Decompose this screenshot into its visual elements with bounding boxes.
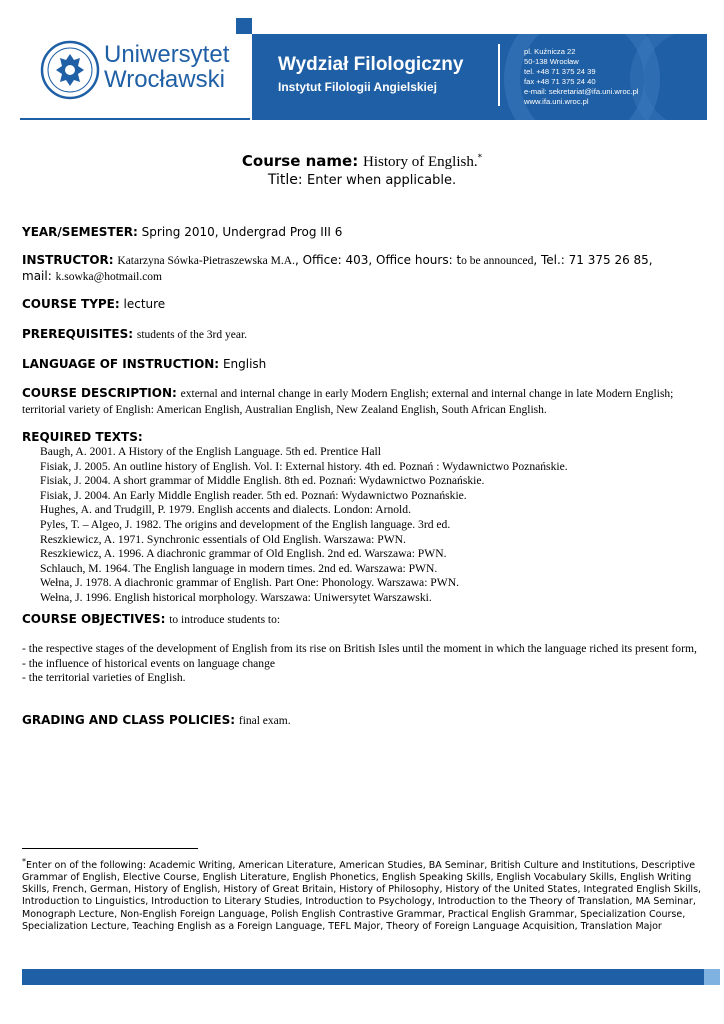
university-name-line1: Uniwersytet [104,41,230,68]
header-accent-square [236,18,252,34]
course-objectives [22,612,707,628]
objective-item: - the influence of historical events on language change [22,656,276,670]
reference-item: Reszkiewicz, A. 1996. A diachronic grammar of Old English. 2nd ed. Warszawa: PWN. [40,547,447,561]
reference-item: Wełna, J. 1996. English historical morphology. Warszawa: Uniwersytet Warszawski. [40,590,432,604]
course-type [22,297,707,312]
year-semester [22,225,707,240]
contact-website[interactable]: www.ifa.uni.wroc.pl [524,97,589,106]
objective-item: - the respective stages of the development of English from its rise on British Isles until the moment in which the language riched its present form, [22,642,697,655]
reference-item: Schlauch, M. 1964. The English language in modern times. 2nd ed. Warszawa: PWN. [40,561,438,575]
contact-city: 50-138 Wrocław [524,57,579,66]
instructor-label: INSTRUCTOR: [22,253,114,267]
contact-tel: tel. +48 71 375 24 39 [524,67,596,76]
reference-item: Fisiak, J. 2004. An Early Middle English reader. 5th ed. Poznań: Wydawnictwo Poznańskie. [40,488,467,502]
instructor-office: , Office: 403, Office hours: t [294,253,462,267]
footnote [22,856,702,933]
header-divider [20,118,250,120]
required-texts-label: REQUIRED TEXTS: [22,430,143,444]
prerequisites [22,327,707,343]
grading-policies [22,713,707,729]
faculty-banner [252,34,707,120]
contact-address: pl. Kuźnicza 22 [524,47,576,56]
reference-item: Wełna, J. 1978. A diachronic grammar of English. Part One: Phonology. Warszawa: PWN. [40,576,459,590]
instructor-name: Katarzyna Sówka-Pietraszewska M.A. [117,255,295,267]
footnote-rule [22,848,198,849]
faculty-title: Wydział Filologiczny [278,54,464,75]
instructor-tel: , Tel.: 71 375 26 85, [533,253,653,267]
objective-item: - the territorial varieties of English. [22,671,186,684]
university-seal-logo [40,40,100,100]
instructor-office-hours: o be announced [461,255,534,267]
objectives-label: COURSE OBJECTIVES: [22,612,166,626]
required-texts-list [40,445,700,606]
reference-item: Fisiak, J. 2005. An outline history of English. Vol. I: External history. 4th ed. Poznań : Wydawnictwo Poznańskie. [40,459,568,473]
course-title-value: Enter when applicable. [307,173,457,188]
language-label: LANGUAGE OF INSTRUCTION: [22,357,220,371]
reference-item: Baugh, A. 2001. A History of the English Language. 5th ed. Prentice Hall [40,445,381,458]
year-value: Spring 2010, Undergrad Prog III 6 [141,225,343,239]
prerequisites-label: PREREQUISITES: [22,327,134,341]
contact-block [524,47,638,107]
objectives-value: to introduce students to: [169,614,281,626]
instructor-email[interactable]: k.sowka@hotmail.com [55,271,163,283]
description-label: COURSE DESCRIPTION: [22,386,177,400]
grading-value: final exam. [238,715,291,727]
prerequisites-value: students of the 3rd year. [136,329,248,341]
objectives-list [22,642,712,686]
instructor-mail-label: mail: [22,269,52,283]
banner-separator [498,44,500,106]
course-title-line [0,172,724,188]
reference-item: Fisiak, J. 2004. A short grammar of Middle English. 8th ed. Poznań: Wydawnictwo Poznańskie. [40,474,485,488]
course-title-label: Title: [267,172,303,188]
instructor-info [22,253,707,285]
contact-email[interactable]: e-mail: sekretariat@ifa.uni.wroc.pl [524,87,639,96]
footer-bar [22,969,704,985]
course-name-label: Course name: [241,152,359,170]
grading-label: GRADING AND CLASS POLICIES: [22,713,236,727]
institute-title: Instytut Filologii Angielskiej [278,80,437,94]
university-name-line2: Wrocławski [104,66,225,93]
reference-item: Pyles, T. – Algeo, J. 1982. The origins and development of the English language. 3rd ed. [40,517,451,531]
course-name-line [0,152,724,171]
year-label: YEAR/SEMESTER: [22,225,138,239]
description-value: external and internal change in early Modern English; external and internal change in late Modern English; territorial variety of English: American English, Australian English, New Zealand English, South African English. [22,388,674,416]
required-texts-heading [22,430,707,445]
contact-fax: fax +48 71 375 24 40 [524,77,596,86]
reference-item: Hughes, A. and Trudgill, P. 1979. English accents and dialects. London: Arnold. [40,503,411,517]
course-description [22,386,707,418]
footnote-text: Enter on of the following: Academic Writing, American Literature, American Studies, BA Seminar, British Culture and Institutions, Descriptive Grammar of English, Elective Course, English Literature, English Phonetics, English Speaking Skills, English Vocabulary Skills, English Writing Skills, French, German, History of English, History of Great Britain, History of Philosophy, History of the United States, Integrated English Skills, Introduction to Linguistics, Introduction to Literary Studies, Introduction to Psychology, Introduction to the Theory of Translation, MA Seminar, Monograph Lecture, Non-English Foreign Language, Polish English Contrastive Grammar, Practical English Grammar, Specialization Course, Specialization Lecture, Teaching English as a Foreign Language, TEFL Major, Theory of Foreign Language Acquisition, Translation Major [22,860,702,932]
reference-item: Reszkiewicz, A. 1971. Synchronic essentials of Old English. Warszawa: PWN. [40,532,406,546]
language-of-instruction [22,357,707,372]
university-name [104,42,229,92]
course-type-label: COURSE TYPE: [22,297,120,311]
language-value: English [222,357,267,371]
course-name-value: History of English. [363,154,478,170]
footnote-mark: * [22,857,26,866]
course-type-value: lecture [123,297,166,311]
course-name-footnote-mark: * [477,153,483,163]
footer-accent-square [704,969,720,985]
